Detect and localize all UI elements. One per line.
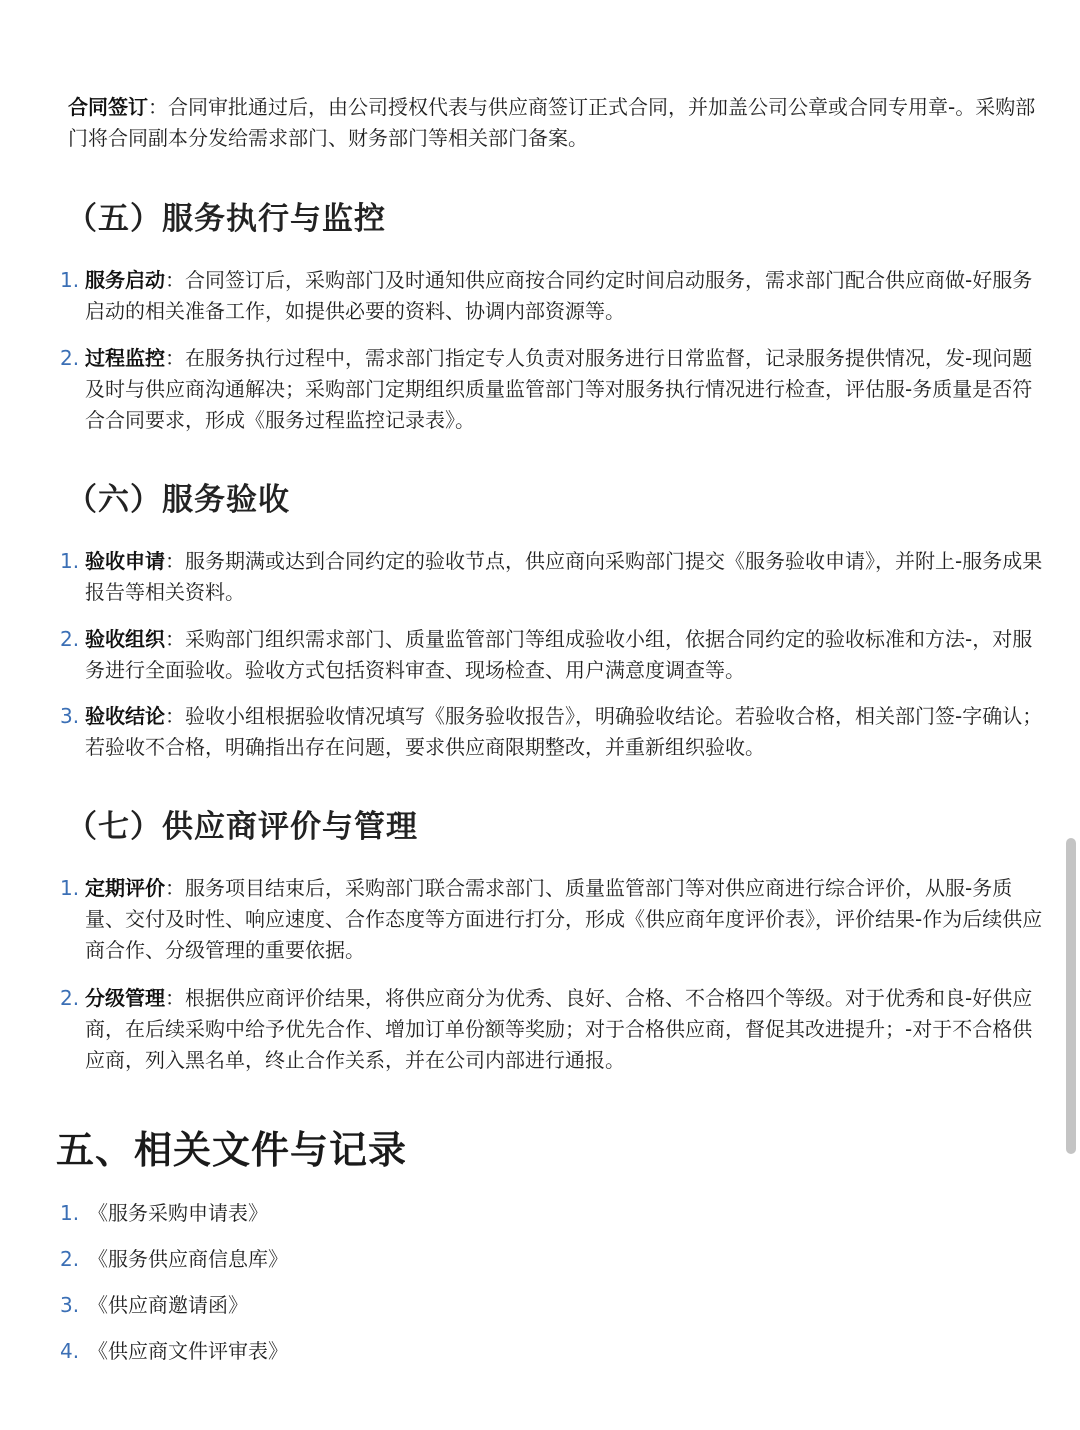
section6-heading: （六）服务验收 bbox=[66, 482, 290, 518]
list-body bbox=[85, 343, 1050, 436]
list-body bbox=[85, 624, 1050, 686]
list-body bbox=[85, 546, 1050, 608]
item-text: ：服务期满或达到合同约定的验收节点，供应商向采购部门提交《服务验收申请》，并附上-服务成果报告等相关资料。 bbox=[85, 549, 1043, 604]
list-number: 1. bbox=[60, 549, 80, 573]
list-number: 3. bbox=[60, 1293, 80, 1317]
list-number: 2. bbox=[60, 346, 80, 370]
item-term: 服务启动 bbox=[85, 268, 165, 292]
list-number: 3. bbox=[60, 704, 80, 728]
list-number: 2. bbox=[60, 1247, 80, 1271]
item-text: ：在服务执行过程中，需求部门指定专人负责对服务进行日常监督，记录服务提供情况，发-现问题及时与供应商沟通解决；采购部门定期组织质量监管部门等对服务执行情况进行检查，评估服-务质量是否符合合同要求，形成《服务过程监控记录表》。 bbox=[85, 346, 1033, 432]
item-term: 验收组织 bbox=[85, 627, 165, 651]
list-body bbox=[85, 873, 1050, 966]
scrollbar[interactable] bbox=[1066, 838, 1076, 1154]
item-term: 分级管理 bbox=[85, 986, 165, 1010]
list-number: 1. bbox=[60, 1201, 80, 1225]
section5-heading: （五）服务执行与监控 bbox=[66, 201, 386, 237]
list-number: 2. bbox=[60, 627, 80, 651]
item-text: ：验收小组根据验收情况填写《服务验收报告》，明确验收结论。若验收合格，相关部门签-字确认；若验收不合格，明确指出存在问题，要求供应商限期整改，并重新组织验收。 bbox=[85, 704, 1043, 759]
item-term: 过程监控 bbox=[85, 346, 165, 370]
list-number: 2. bbox=[60, 986, 80, 1010]
contract-term: 合同签订 bbox=[68, 95, 148, 119]
doc-name: 《供应商文件评审表》 bbox=[88, 1339, 288, 1363]
item-text: ：根据供应商评价结果，将供应商分为优秀、良好、合格、不合格四个等级。对于优秀和良-好供应商，在后续采购中给予优先合作、增加订单份额等奖励；对于合格供应商，督促其改进提升；-对于不合格供应商，列入黑名单，终止合作关系，并在公司内部进行通报。 bbox=[85, 986, 1033, 1072]
list-number: 4. bbox=[60, 1339, 80, 1363]
list-body bbox=[85, 265, 1050, 327]
contract-paragraph bbox=[68, 92, 1043, 154]
list-number: 1. bbox=[60, 268, 80, 292]
doc-name: 《供应商邀请函》 bbox=[88, 1293, 248, 1317]
list-body bbox=[85, 983, 1050, 1076]
section7-heading: （七）供应商评价与管理 bbox=[66, 809, 418, 845]
contract-text: ：合同审批通过后，由公司授权代表与供应商签订正式合同，并加盖公司公章或合同专用章-。采购部门将合同副本分发给需求部门、财务部门等相关部门备案。 bbox=[68, 95, 1036, 150]
doc-name: 《服务供应商信息库》 bbox=[88, 1247, 288, 1271]
list-body bbox=[85, 701, 1050, 763]
item-text: ：服务项目结束后，采购部门联合需求部门、质量监管部门等对供应商进行综合评价，从服-务质量、交付及时性、响应速度、合作态度等方面进行打分，形成《供应商年度评价表》，评价结果-作为后续供应商合作、分级管理的重要依据。 bbox=[85, 876, 1043, 962]
item-text: ：合同签订后，采购部门及时通知供应商按合同约定时间启动服务，需求部门配合供应商做-好服务启动的相关准备工作，如提供必要的资料、协调内部资源等。 bbox=[85, 268, 1033, 323]
doc-name: 《服务采购申请表》 bbox=[88, 1201, 268, 1225]
item-term: 定期评价 bbox=[85, 876, 165, 900]
list-number: 1. bbox=[60, 876, 80, 900]
item-term: 验收申请 bbox=[85, 549, 165, 573]
chapter5-heading: 五、相关文件与记录 bbox=[56, 1128, 408, 1172]
item-text: ：采购部门组织需求部门、质量监管部门等组成验收小组，依据合同约定的验收标准和方法-，对服务进行全面验收。验收方式包括资料审查、现场检查、用户满意度调查等。 bbox=[85, 627, 1033, 682]
item-term: 验收结论 bbox=[85, 704, 165, 728]
